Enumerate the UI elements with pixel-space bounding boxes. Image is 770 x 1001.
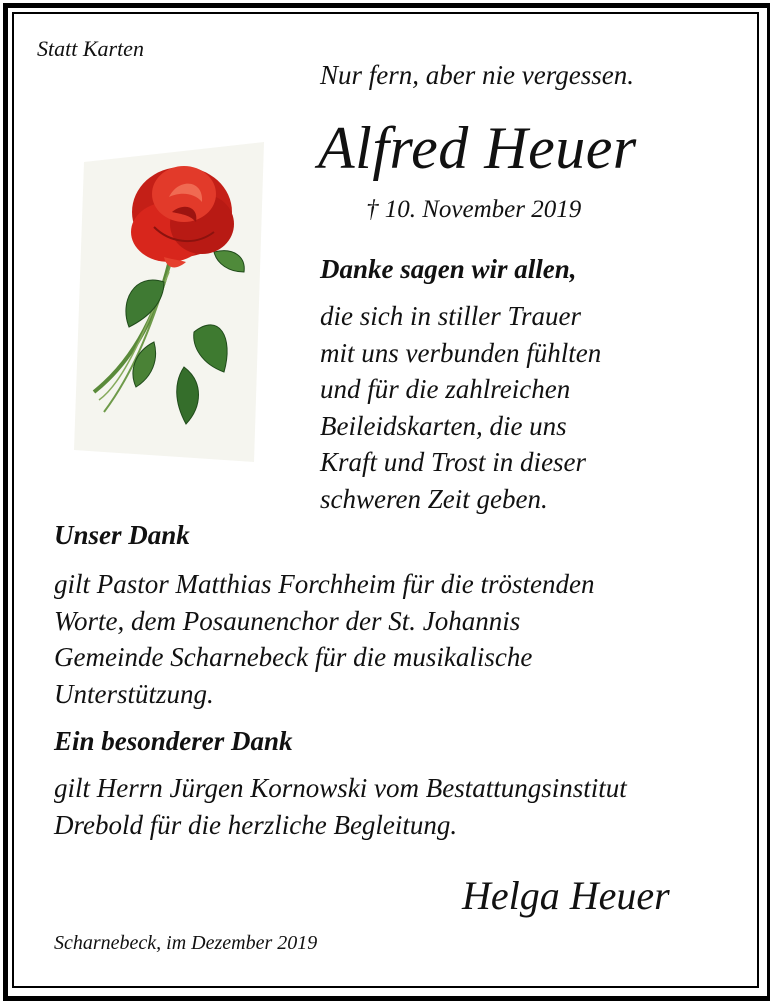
death-date: † 10. November 2019 bbox=[366, 196, 582, 223]
special-thanks-heading: Ein besonderer Dank bbox=[54, 726, 293, 756]
text-line: Beileidskarten, die uns bbox=[320, 410, 567, 441]
text-line: mit uns verbunden fühlten bbox=[320, 337, 602, 368]
text-line: gilt Pastor Matthias Forchheim für die tröstenden bbox=[54, 569, 595, 599]
text-line: schweren Zeit geben. bbox=[320, 483, 548, 514]
signature: Helga Heuer bbox=[462, 873, 670, 918]
motto: Nur fern, aber nie vergessen. bbox=[320, 60, 634, 90]
deceased-name: Alfred Heuer bbox=[318, 115, 637, 181]
our-thanks-heading: Unser Dank bbox=[54, 520, 190, 550]
our-thanks-text bbox=[54, 566, 594, 712]
thanks-all-text bbox=[320, 298, 601, 517]
statt-karten-label: Statt Karten bbox=[37, 36, 144, 61]
text-line: Kraft und Trost in dieser bbox=[320, 447, 587, 477]
place-date: Scharnebeck, im Dezember 2019 bbox=[54, 932, 318, 954]
text-line: Gemeinde Scharnebeck für die musikalische bbox=[54, 642, 533, 672]
text-line: gilt Herrn Jürgen Kornowski vom Bestattungsinstitut bbox=[54, 773, 627, 803]
text-line: Worte, dem Posaunenchor der St. Johannis bbox=[54, 605, 521, 636]
special-thanks-text bbox=[54, 770, 627, 843]
text-line: Unterstützung. bbox=[54, 678, 214, 709]
text-line: und für die zahlreichen bbox=[320, 374, 571, 404]
rose-illustration bbox=[74, 132, 274, 467]
text-line: Drebold für die herzliche Begleitung. bbox=[54, 809, 458, 840]
text-line: die sich in stiller Trauer bbox=[320, 301, 582, 331]
thanks-all-heading: Danke sagen wir allen, bbox=[320, 254, 577, 284]
